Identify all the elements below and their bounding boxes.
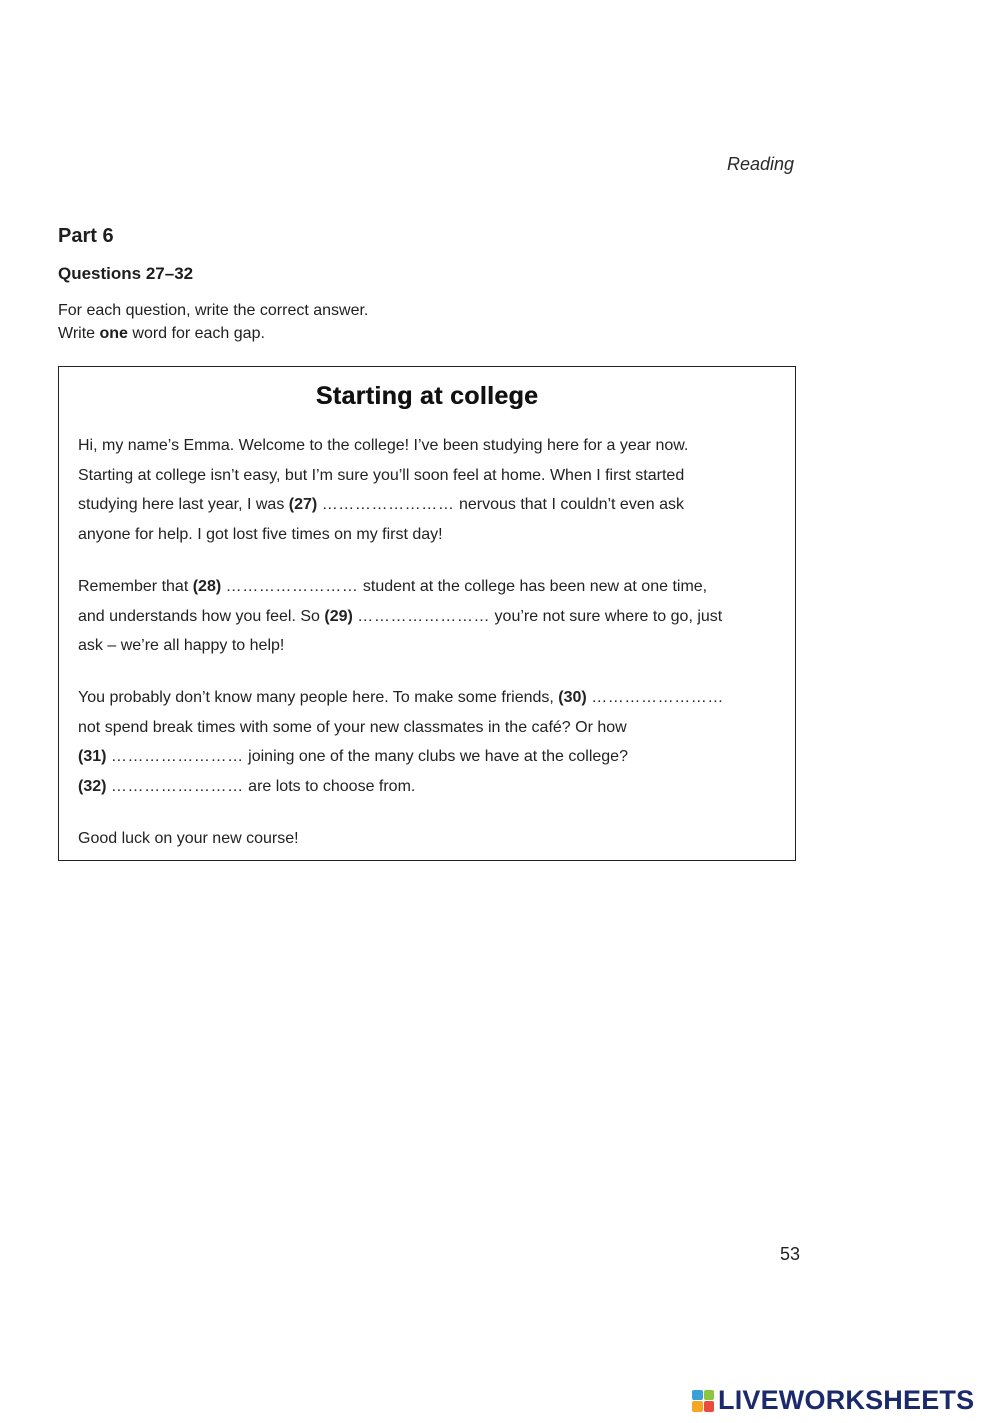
paragraph-3: You probably don’t know many people here. To make some friends, (30) …………………… not spend break times with some of your new classmates in the café? Or how (31) …………………… joining one of the many clubs we have at the college? (32) …………………… are lots to choose from. bbox=[78, 689, 725, 795]
part-title: Part 6 bbox=[58, 225, 114, 247]
paragraph-4: Good luck on your new course! bbox=[78, 830, 299, 847]
gap-28-blank[interactable]: …………………… bbox=[225, 578, 359, 595]
instructions bbox=[58, 299, 368, 345]
gap-27-blank[interactable]: …………………… bbox=[321, 496, 455, 513]
brand-text: LIVEWORKSHEETS bbox=[718, 1385, 975, 1415]
paragraph-1: Hi, my name’s Emma. Welcome to the college! I’ve been studying here for a year now. Starting at college isn’t easy, but I’m sure you’ll soon feel at home. When I first started studying here last year, I was (27) …………………… nervous that I couldn’t even ask anyone for help. I got lost five times on my first day! bbox=[78, 437, 689, 543]
questions-range: Questions 27–32 bbox=[58, 264, 194, 283]
gap-32-blank[interactable]: …………………… bbox=[110, 777, 244, 795]
instruction-line-2: Write one word for each gap. bbox=[58, 325, 265, 342]
liveworksheets-icon bbox=[692, 1390, 714, 1412]
gap-29-blank[interactable]: …………………… bbox=[357, 607, 491, 625]
gap-30-blank[interactable]: …………………… bbox=[591, 689, 725, 706]
gap-30-label: (30) bbox=[558, 689, 587, 706]
gap-28-label: (28) bbox=[192, 578, 222, 595]
paragraph-2: Remember that (28) …………………… student at the college has been new at one time, and understands how you feel. So (29) …………………… you’re not sure where to go, just ask – we’re all happy to help! bbox=[78, 578, 723, 654]
page-number: 53 bbox=[780, 1244, 801, 1264]
gap-27-label: (27) bbox=[288, 496, 318, 513]
reading-text-box bbox=[58, 366, 796, 861]
emphasis-one: one bbox=[99, 325, 128, 342]
liveworksheets-logo[interactable] bbox=[692, 1385, 974, 1416]
gap-31-blank[interactable]: …………………… bbox=[110, 748, 244, 765]
text-title: Starting at college bbox=[315, 382, 539, 410]
gap-32-label: (32) bbox=[78, 777, 107, 795]
section-label: Reading bbox=[727, 154, 795, 174]
gap-31-label: (31) bbox=[78, 748, 107, 765]
instruction-line-1: For each question, write the correct answer. bbox=[58, 302, 369, 319]
gap-29-label: (29) bbox=[324, 607, 353, 625]
